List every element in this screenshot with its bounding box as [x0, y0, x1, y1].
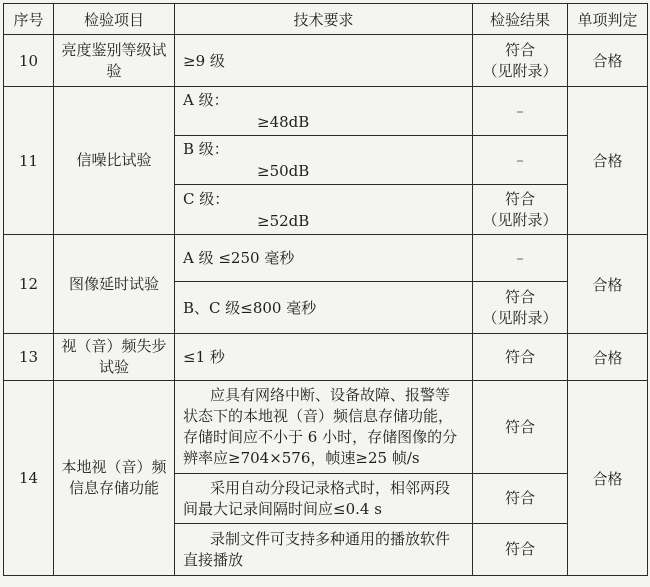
- row-result: 符合: [473, 474, 568, 524]
- row-number: 12: [4, 235, 54, 334]
- result-note: （见附录）: [482, 210, 558, 229]
- table-row: [4, 87, 648, 136]
- row-requirement: ≥9 级: [175, 35, 473, 87]
- row-judgement: 合格: [568, 87, 648, 235]
- row-item: 本地视（音）频信息存储功能: [54, 381, 175, 576]
- row-requirement: 录制文件可支持多种通用的播放软件直接播放: [175, 524, 473, 576]
- result-note: （见附录）: [482, 308, 558, 327]
- row-number: 14: [4, 381, 54, 576]
- row-result: 符合: [473, 524, 568, 576]
- grade-value: ≥48dB: [257, 113, 310, 131]
- header-requirement: 技术要求: [175, 4, 473, 35]
- table-row: [4, 235, 648, 282]
- grade-label: A 级：: [183, 91, 229, 109]
- result-text: 符合: [504, 40, 535, 59]
- result-text: 符合: [504, 287, 535, 306]
- row-item: 视（音）频失步试验: [54, 334, 175, 381]
- table-row: [4, 334, 648, 381]
- row-judgement: 合格: [568, 381, 648, 576]
- row-requirement: ≤1 秒: [175, 334, 473, 381]
- header-item: 检验项目: [54, 4, 175, 35]
- row-number: 13: [4, 334, 54, 381]
- row-result: [473, 282, 568, 334]
- table-row: [4, 35, 648, 87]
- header-result: 检验结果: [473, 4, 568, 35]
- row-judgement: 合格: [568, 35, 648, 87]
- header-judgement: 单项判定: [568, 4, 648, 35]
- header-row: [4, 4, 648, 35]
- row-judgement: 合格: [568, 334, 648, 381]
- row-item: 亮度鉴别等级试验: [54, 35, 175, 87]
- row-result: 符合: [473, 334, 568, 381]
- row-requirement: [175, 185, 473, 235]
- row-number: 11: [4, 87, 54, 235]
- grade-value: ≥50dB: [257, 162, 310, 180]
- row-result: 符合: [473, 381, 568, 474]
- row-requirement: 采用自动分段记录格式时，相邻两段间最大记录间隔时间应≤0.4 s: [175, 474, 473, 524]
- row-result: [473, 35, 568, 87]
- row-requirement: 应具有网络中断、设备故障、报警等状态下的本地视（音）频信息存储功能，存储时间应不小于 6 小时，存储图像的分辨率应≥704×576，帧速≥25 帧/s: [175, 381, 473, 474]
- grade-label: B 级：: [183, 140, 229, 158]
- result-note: （见附录）: [482, 61, 558, 80]
- header-seq: 序号: [4, 4, 54, 35]
- grade-value: ≥52dB: [257, 211, 310, 230]
- row-result: [473, 185, 568, 235]
- grade-label: C 级：: [183, 189, 230, 208]
- row-judgement: 合格: [568, 235, 648, 334]
- row-requirement: B、C 级≤800 毫秒: [175, 282, 473, 334]
- result-text: 符合: [504, 189, 535, 208]
- row-number: 10: [4, 35, 54, 87]
- row-item: 图像延时试验: [54, 235, 175, 334]
- table-row: [4, 381, 648, 474]
- row-result: –: [473, 136, 568, 185]
- inspection-table: [3, 3, 648, 576]
- row-requirement: [175, 87, 473, 136]
- row-result: –: [473, 87, 568, 136]
- row-requirement: [175, 136, 473, 185]
- row-result: –: [473, 235, 568, 282]
- row-item: 信噪比试验: [54, 87, 175, 235]
- row-requirement: A 级 ≤250 毫秒: [175, 235, 473, 282]
